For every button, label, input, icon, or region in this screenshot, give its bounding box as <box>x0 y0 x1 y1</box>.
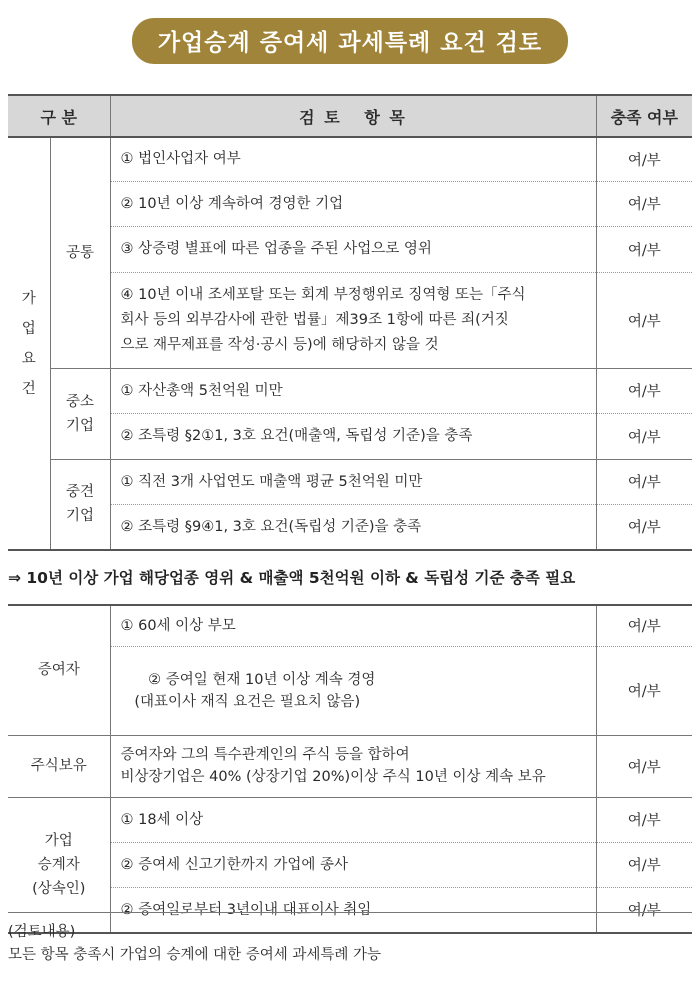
item-line: ② 증여일 현재 10년 이상 계속 경영 <box>148 671 376 688</box>
result-cell: 여/부 <box>596 459 692 504</box>
company-req-label <box>8 137 50 550</box>
header-category: 구 분 <box>8 95 110 137</box>
table-row <box>8 459 692 504</box>
subject-line: 승계자 <box>37 856 80 873</box>
requirement-summary: ⇒ 10년 이상 가업 해당업종 영위 & 매출액 5천억원 이하 & 독립성 기준 충족 필요 <box>8 569 576 587</box>
list-item: ② 조특령 §9④1, 3호 요건(독립성 기준)을 충족 <box>110 504 596 550</box>
item-line: 회사 등의 외부감사에 관한 법률」제39조 1항에 따른 죄(거짓 <box>120 311 509 328</box>
label-char: 건 <box>21 380 36 397</box>
header-result: 충족 여부 <box>596 95 692 137</box>
group-name-line: 기업 <box>66 417 95 434</box>
item-line: 증여자와 그의 특수관계인의 주식 등을 합하여 <box>120 747 410 763</box>
table-row <box>8 842 692 887</box>
donor-label: 증여자 <box>8 605 110 735</box>
page-title: 가업승계 증여세 과세특례 요건 검토 <box>132 18 568 64</box>
group-name-line: 기업 <box>66 508 95 525</box>
table-row <box>8 226 692 272</box>
list-item: ① 18세 이상 <box>110 797 596 842</box>
list-item: ② 10년 이상 계속하여 경영한 기업 <box>110 181 596 226</box>
result-cell: 여/부 <box>596 368 692 413</box>
result-cell: 여/부 <box>596 137 692 181</box>
label-char: 업 <box>21 320 36 337</box>
result-cell: 여/부 <box>596 605 692 646</box>
list-item: ① 법인사업자 여부 <box>110 137 596 181</box>
shareholding-label: 주식보유 <box>8 735 110 797</box>
result-cell: 여/부 <box>596 842 692 887</box>
table-row <box>8 272 692 368</box>
person-requirements-table <box>8 604 692 934</box>
label-char: 요 <box>21 350 36 367</box>
item-line: ④ 10년 이내 조세포탈 또는 회계 부정행위로 징역형 또는「주식 <box>120 286 526 303</box>
note-title: (검토내용) <box>8 924 76 940</box>
list-item: ② 증여세 신고기한까지 가업에 종사 <box>110 842 596 887</box>
table-row <box>8 605 692 646</box>
note-body: 모든 항목 충족시 가업의 승계에 대한 증여세 과세특례 가능 <box>8 947 382 963</box>
result-cell: 여/부 <box>596 181 692 226</box>
table-row <box>8 646 692 735</box>
list-item: ② 증여일로부터 3년이내 대표이사 취임 <box>110 887 596 933</box>
result-cell: 여/부 <box>596 504 692 550</box>
result-cell: 여/부 <box>596 887 692 933</box>
table-row <box>8 368 692 413</box>
review-note <box>8 912 692 967</box>
table-row <box>8 137 692 181</box>
list-item <box>110 272 596 368</box>
table-row <box>8 504 692 550</box>
label-char: 가 <box>21 290 36 307</box>
item-line: 비상장기업은 40% (상장기업 20%)이상 주식 10년 이상 계속 보유 <box>120 769 546 785</box>
company-requirements-table <box>8 94 692 551</box>
group-sme <box>50 368 110 459</box>
subject-line: (상속인) <box>32 880 86 897</box>
table-row <box>8 735 692 797</box>
result-cell: 여/부 <box>596 226 692 272</box>
table-row <box>8 181 692 226</box>
result-cell: 여/부 <box>596 646 692 735</box>
result-cell: 여/부 <box>596 735 692 797</box>
list-item: ① 자산총액 5천억원 미만 <box>110 368 596 413</box>
subject-line: 가업 <box>44 832 73 849</box>
list-item: ① 직전 3개 사업연도 매출액 평균 5천억원 미만 <box>110 459 596 504</box>
group-common: 공통 <box>50 137 110 368</box>
list-item: ① 60세 이상 부모 <box>110 605 596 646</box>
header-items: 검 토 항 목 <box>110 95 596 137</box>
item-line: 으로 재무제표를 작성·공시 등)에 해당하지 않을 것 <box>120 336 439 353</box>
result-cell: 여/부 <box>596 272 692 368</box>
result-cell: 여/부 <box>596 413 692 459</box>
group-name-line: 중소 <box>66 393 95 410</box>
list-item: ③ 상증령 별표에 따른 업종을 주된 사업으로 영위 <box>110 226 596 272</box>
item-line: (대표이사 재직 요건은 필요치 않음) <box>120 693 361 710</box>
table-row <box>8 413 692 459</box>
table-header-row <box>8 95 692 137</box>
list-item <box>110 735 596 797</box>
list-item <box>110 646 596 735</box>
list-item: ② 조특령 §2①1, 3호 요건(매출액, 독립성 기준)을 충족 <box>110 413 596 459</box>
result-cell: 여/부 <box>596 797 692 842</box>
group-midsize <box>50 459 110 550</box>
group-name-line: 중견 <box>66 484 95 501</box>
table-row <box>8 797 692 842</box>
